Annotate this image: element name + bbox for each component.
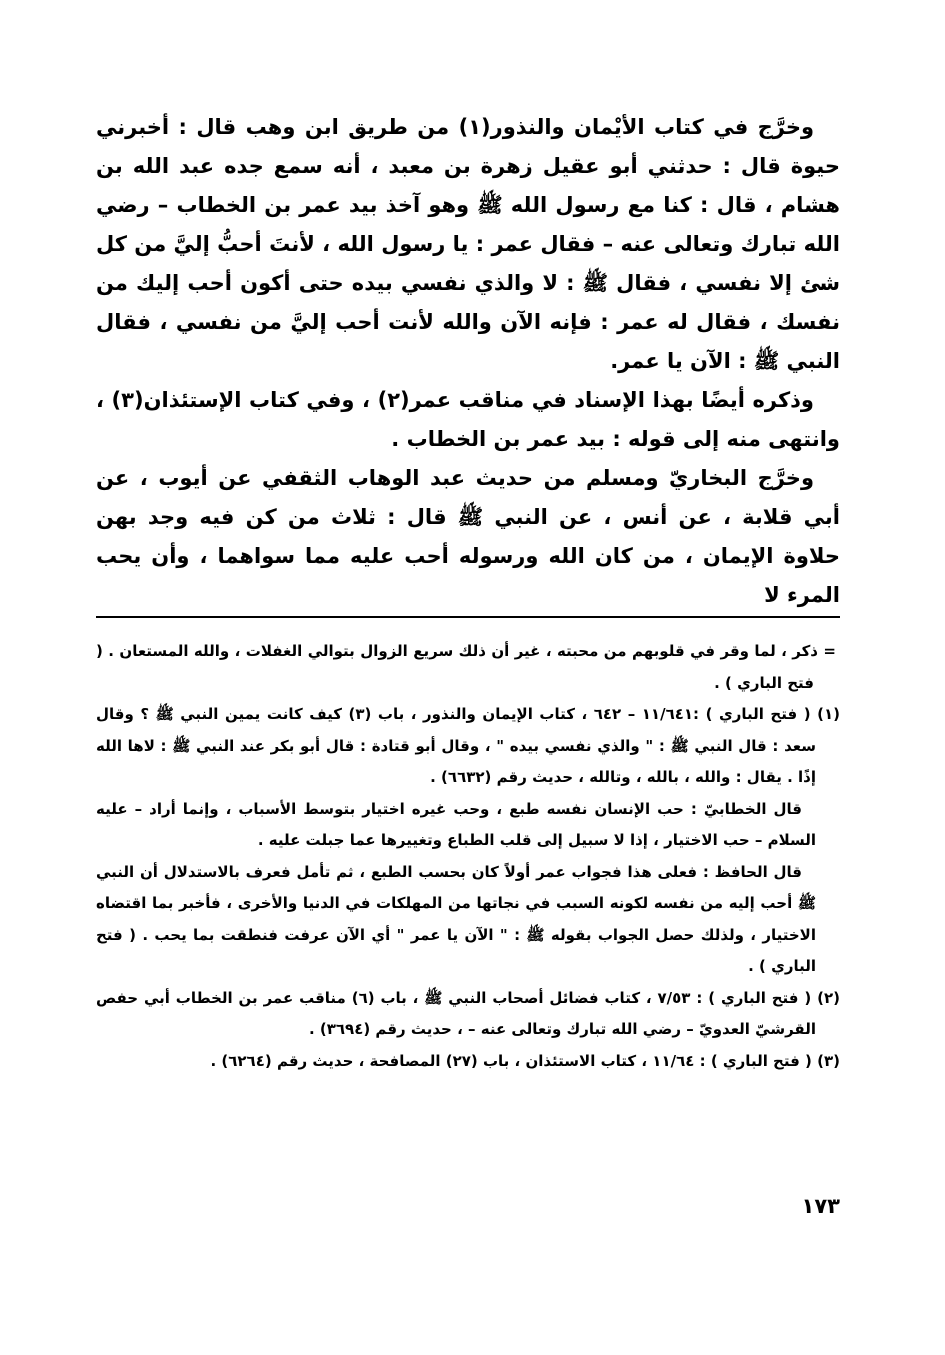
footnote-divider: [96, 616, 840, 618]
footnote-1: (١) ( فتح الباري ) :١١/٦٤١ – ٦٤٢ ، كتاب الإيمان والنذور ، باب (٣) كيف كانت يمين النبي ﷺ ؟ وقال سعد : قال النبي ﷺ : " والذي نفسي بيده " ، وقال أبو قتادة : قال أبو بكر عند النبي ﷺ : لاها الله إذًا . يقال : والله ، بالله ، وتالله ، حديث رقم (٦٦٣٢) .: [96, 705, 841, 786]
footnote-2: (٢) ( فتح الباري ) : ٧/٥٣ ، كتاب فضائل أصحاب النبي ﷺ ، باب (٦) مناقب عمر بن الخطاب أبي حفص القرشيّ العدويّ – رضي الله تبارك وتعالى عنه – ، حديث رقم (٣٦٩٤) .: [96, 988, 840, 1038]
paragraph-3: وخرَّج البخاريّ ومسلم من حديث عبد الوهاب الثقفي عن أيوب ، عن أبي قلابة ، عن أنس ، عن النبي ﷺ قال : ثلاث من كن فيه وجد بهن حلاوة الإيمان ، من كان الله ورسوله أحب عليه مما سواهما ، وأن يحب المرء لا: [96, 466, 840, 607]
footnotes: [96, 636, 840, 1077]
paragraph-1: وخرَّج في كتاب الأيْمان والنذور(١) من طريق ابن وهب قال : أخبرني حيوة قال : حدثني أبو عقيل زهرة بن معبد ، أنه سمع جده عبد الله بن هشام ، قال : كنا مع رسول الله ﷺ وهو آخذ بيد عمر بن الخطاب – رضي الله تبارك وتعالى عنه – فقال عمر : يا رسول الله ، لأنتَ أحبُّ إليَّ من كل شئ إلا نفسي ، فقال ﷺ : لا والذي نفسي بيده حتى أكون أحب إليك من نفسك ، فقال له عمر : فإنه الآن والله لأنت أحب إليَّ من نفسي ، فقال النبي ﷺ : الآن يا عمر.: [96, 115, 840, 373]
page-number: ١٧٣: [801, 1194, 840, 1218]
footnote-1-khattabi: قال الخطابيّ : حب الإنسان نفسه طبع ، وحب غيره اختيار بتوسط الأسباب ، وإنما أراد – عليه السلام – حب الاختيار ، إذا لا سبيل إلى قلب الطباع وتغييرها عما جبلت عليه .: [96, 799, 816, 849]
footnote-1-hafiz: قال الحافظ : فعلى هذا فجواب عمر أولاً كان بحسب الطبع ، ثم تأمل فعرف بالاستدلال أن النبي ﷺ أحب إليه من نفسه لكونه السبب في نجاتها من المهلكات في الدنيا والأخرى ، فأخبر بما اقتضاه الاختيار ، ولذلك حصل الجواب بقوله ﷺ : " الآن يا عمر " أي الآن عرفت فنطقت بما يحب . ( فتح الباري ) .: [96, 862, 816, 975]
paragraph-2: وذكره أيضًا بهذا الإسناد في مناقب عمر(٢) ، وفي كتاب الإستئذان(٣) ، وانتهى منه إلى قوله : بيد عمر بن الخطاب .: [96, 388, 840, 451]
main-text: [96, 108, 840, 615]
footnote-3: (٣) ( فتح الباري ) : ١١/٦٤ ، كتاب الاستئذان ، باب (٢٧) المصافحة ، حديث رقم (٦٢٦٤) .: [210, 1051, 840, 1070]
main-body: [96, 108, 840, 615]
footnote-continuation: = ذكر ، لما وقر في قلوبهم من محبته ، غير أن ذلك سريع الزوال بتوالي الغفلات ، والله المستعان . ( فتح الباري ) .: [96, 642, 836, 692]
